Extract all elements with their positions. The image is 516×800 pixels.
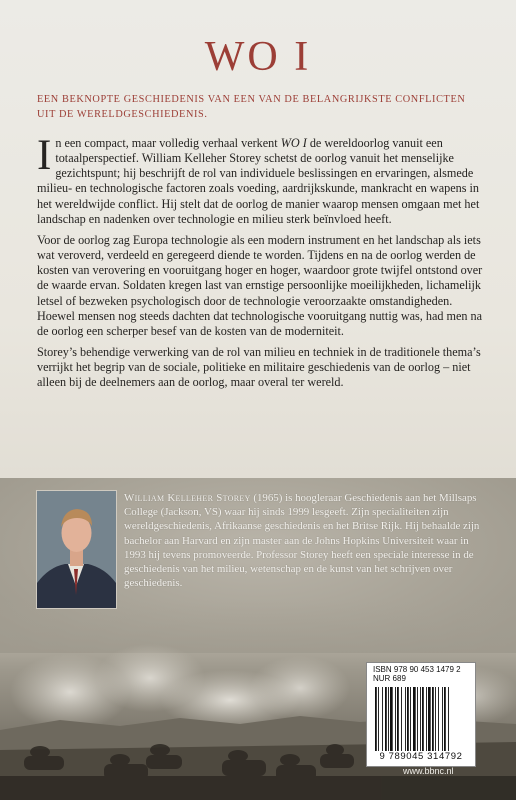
barcode-bar — [432, 687, 434, 751]
barcode-bar — [401, 687, 402, 751]
barcode-bar — [435, 687, 436, 751]
book-title: WO I — [204, 34, 312, 80]
barcode-bar — [395, 687, 396, 751]
barcode-bar — [405, 687, 406, 751]
barcode-bar — [390, 687, 393, 751]
barcode-bar — [442, 687, 443, 751]
barcode-bar — [444, 687, 446, 751]
author-portrait-illustration — [37, 491, 116, 608]
barcode-bar — [428, 687, 431, 751]
author-name: William Kelleher Storey — [124, 492, 251, 504]
barcode-bar — [413, 687, 416, 751]
barcode-bar — [388, 687, 389, 751]
barcode-bar — [420, 687, 421, 751]
barcode-label — [366, 662, 476, 767]
barcode-bar — [385, 687, 387, 751]
barcode-bar — [422, 687, 424, 751]
author-bio: William Kelleher Storey (1965) is hoogleraar Geschiedenis aan het Millsaps College (Jackson, VS) waar hij sinds 1999 lesgeeft. Zijn specialiteiten zijn wereldgeschiedenis, Afrikaanse geschiedenis en het Britse Rijk. Hij behaalde zijn bachelor aan Harvard en zijn master aan de Johns Hopkins Universiteit waar in 1993 hij tevens promoveerde. Professor Storey heeft een speciale interesse in de geschiedenis van het milieu, wetenschap en de kunst van het schrijven over geschiedenis. — [124, 492, 480, 590]
book-subtitle: EEN BEKNOPTE GESCHIEDENIS VAN EEN VAN DE BELANGRIJKSTE CONFLICTEN UIT DE WERELDGESCHIEDENIS. — [37, 94, 466, 120]
barcode-bar — [382, 687, 383, 751]
blurb — [37, 132, 485, 397]
blurb-paragraph-3: Storey’s behendige verwerking van de rol van milieu en techniek in de traditionele thema’s verrijkt het begrip van de sociale, politieke en militaire geschiedenis van de oorlog – niet alleen bij de deelnemers aan de oorlog, maar overal ter wereld. — [37, 345, 481, 390]
barcode-bar — [448, 687, 449, 751]
barcode-bar — [375, 687, 377, 751]
publisher-website: www.bbnc.nl — [403, 766, 454, 776]
barcode-bar — [410, 687, 411, 751]
barcode-bar — [438, 687, 439, 751]
ean-digits: 9 789045 314792 — [379, 751, 463, 762]
barcode-bar — [407, 687, 409, 751]
barcode-bar — [426, 687, 427, 751]
book-title-inline: WO I — [280, 136, 307, 150]
barcode-bar — [397, 687, 399, 751]
drop-cap: I — [37, 132, 52, 179]
isbn: ISBN 978 90 453 1479 2 — [373, 665, 461, 674]
blurb-paragraph-1: In een compact, maar volledig verhaal verkent WO I de wereldoorlog vanuit een totaalperspectief. William Kelleher Storey schetst de oorlog vanuit het menselijke gezichtspunt; hij beschrijft de rol van individuele beslissingen en ervaringen, alsmede milieu- en technologische factoren zoals voeding, aardrijkskunde, mankracht en wapens in het wereldwijde conflict. Hij stelt dat de oorlog de manier waarop mensen omgaan met het landschap en nadenken over technologie en milieu sterk beïnvloed heeft. — [37, 132, 480, 226]
barcode-bar — [417, 687, 418, 751]
barcode-bar — [378, 687, 379, 751]
barcode-icon — [373, 687, 469, 751]
nur-code: NUR 689 — [373, 674, 406, 683]
blurb-paragraph-2: Voor de oorlog zag Europa technologie als een modern instrument en het landschap als iets wat veroverd, verdeeld en geregeerd diende te worden. Tijdens en na de oorlog werden de kosten van verovering en vooruitgang hoger en hoger, waardoor grote twijfel ontstond over de waarde ervan. Soldaten kregen last van ernstige persoonlijke moeilijkheden, lichamelijk letsel of bezweken psychologisch door de technologie veroorzaakte omstandigheden. Hoewel mensen nog steeds dachten dat technologische vooruitgang nuttig was, had men na de oorlog een scherper besef van de kosten van de moderniteit. — [37, 232, 483, 338]
author-photo — [36, 490, 117, 609]
